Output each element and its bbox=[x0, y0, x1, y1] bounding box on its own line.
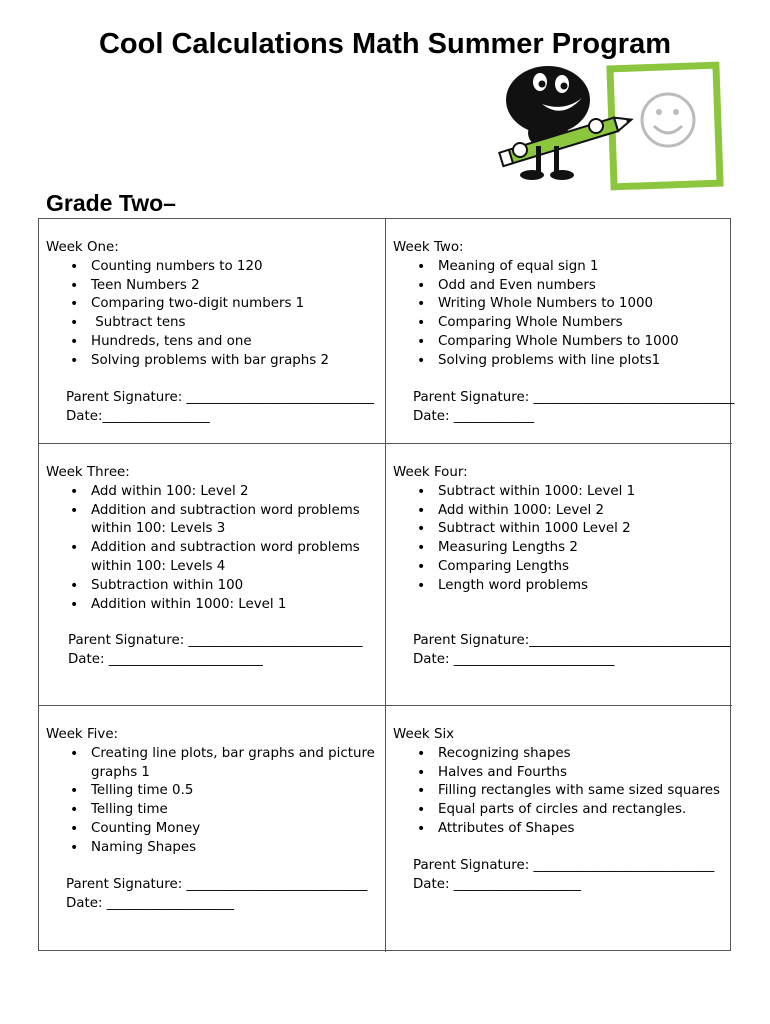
mascot-illustration bbox=[498, 60, 730, 195]
week-cell bbox=[386, 706, 732, 952]
list-item: • Teen Numbers 2 bbox=[70, 277, 379, 296]
list-item: • Equal parts of circles and rectangles. bbox=[417, 801, 726, 820]
parent-signature-field[interactable]: Parent Signature: ___________________________ bbox=[66, 877, 368, 892]
signature-block bbox=[68, 632, 363, 670]
date-field[interactable]: Date: ____________ bbox=[413, 408, 535, 424]
list-item: • Hundreds, tens and one bbox=[70, 333, 379, 352]
parent-signature-field[interactable]: Parent Signature: __________________________ bbox=[68, 633, 363, 648]
list-item: • Add within 1000: Level 2 bbox=[417, 502, 726, 521]
list-item: • Comparing Lengths bbox=[417, 558, 726, 577]
list-item: • Filling rectangles with same sized squares bbox=[417, 782, 726, 801]
parent-signature-field[interactable]: Parent Signature: ______________________________ bbox=[413, 390, 735, 405]
list-item: • Naming Shapes bbox=[70, 839, 379, 858]
topic-list bbox=[46, 258, 379, 371]
list-item: • Addition and subtraction word problems within 100: Levels 3 bbox=[70, 502, 379, 540]
list-item: • Counting Money bbox=[70, 820, 379, 839]
list-item: • Subtract within 1000 Level 2 bbox=[417, 520, 726, 539]
week-cell bbox=[39, 444, 386, 706]
list-item: • Meaning of equal sign 1 bbox=[417, 258, 726, 277]
week-cell bbox=[39, 219, 386, 444]
signature-block bbox=[413, 857, 714, 895]
week-cell bbox=[386, 219, 735, 444]
date-field[interactable]: Date: ________________________ bbox=[413, 651, 615, 667]
topic-list bbox=[46, 745, 379, 858]
parent-signature-field[interactable]: Parent Signature:______________________________ bbox=[413, 633, 731, 648]
list-item: • Subtract tens bbox=[70, 314, 379, 333]
week-heading: Week Three: bbox=[46, 465, 130, 480]
parent-signature-field[interactable]: Parent Signature: ____________________________ bbox=[66, 390, 374, 405]
date-field[interactable]: Date: ___________________ bbox=[66, 895, 234, 911]
date-field[interactable]: Date: _______________________ bbox=[68, 651, 263, 667]
list-item: • Subtraction within 100 bbox=[70, 577, 379, 596]
topic-list bbox=[393, 745, 726, 839]
topic-list bbox=[393, 483, 726, 596]
list-item: • Telling time bbox=[70, 801, 379, 820]
list-item: • Writing Whole Numbers to 1000 bbox=[417, 295, 726, 314]
parent-signature-field[interactable]: Parent Signature: ___________________________ bbox=[413, 858, 715, 873]
signature-block bbox=[413, 632, 730, 670]
week-heading: Week Five: bbox=[46, 727, 119, 742]
week-heading: Week Six bbox=[393, 727, 455, 742]
signature-block bbox=[66, 389, 374, 427]
week-cell bbox=[386, 444, 732, 706]
list-item: • Odd and Even numbers bbox=[417, 277, 726, 296]
topic-list bbox=[46, 483, 379, 615]
list-item: • Telling time 0.5 bbox=[70, 782, 379, 801]
list-item: • Attributes of Shapes bbox=[417, 820, 726, 839]
list-item: • Addition and subtraction word problems within 100: Levels 4 bbox=[70, 539, 379, 577]
week-cell bbox=[39, 706, 386, 952]
list-item: • Comparing Whole Numbers to 1000 bbox=[417, 333, 726, 352]
date-field[interactable]: Date: ___________________ bbox=[413, 876, 581, 892]
list-item: • Counting numbers to 120 bbox=[70, 258, 379, 277]
list-item: • Comparing two-digit numbers 1 bbox=[70, 295, 379, 314]
week-heading: Week Four: bbox=[393, 465, 468, 480]
list-item: • Add within 100: Level 2 bbox=[70, 483, 379, 502]
list-item: • Recognizing shapes bbox=[417, 745, 726, 764]
list-item: • Subtract within 1000: Level 1 bbox=[417, 483, 726, 502]
weeks-table bbox=[38, 218, 735, 951]
list-item: • Creating line plots, bar graphs and picture graphs 1 bbox=[70, 745, 379, 783]
list-item: • Length word problems bbox=[417, 577, 726, 596]
list-item: • Solving problems with bar graphs 2 bbox=[70, 352, 379, 371]
date-field[interactable]: Date:________________ bbox=[66, 408, 210, 424]
page-title: Cool Calculations Math Summer Program bbox=[98, 28, 672, 60]
list-item: • Addition within 1000: Level 1 bbox=[70, 596, 379, 615]
list-item: • Measuring Lengths 2 bbox=[417, 539, 726, 558]
topic-list bbox=[393, 258, 726, 371]
week-heading: Week One: bbox=[46, 240, 119, 255]
list-item: • Halves and Fourths bbox=[417, 764, 726, 783]
week-heading: Week Two: bbox=[393, 240, 464, 255]
signature-block bbox=[413, 389, 734, 427]
grade-heading: Grade Two– bbox=[46, 190, 176, 216]
list-item: • Solving problems with line plots1 bbox=[417, 352, 726, 371]
signature-block bbox=[66, 876, 367, 914]
list-item: • Comparing Whole Numbers bbox=[417, 314, 726, 333]
